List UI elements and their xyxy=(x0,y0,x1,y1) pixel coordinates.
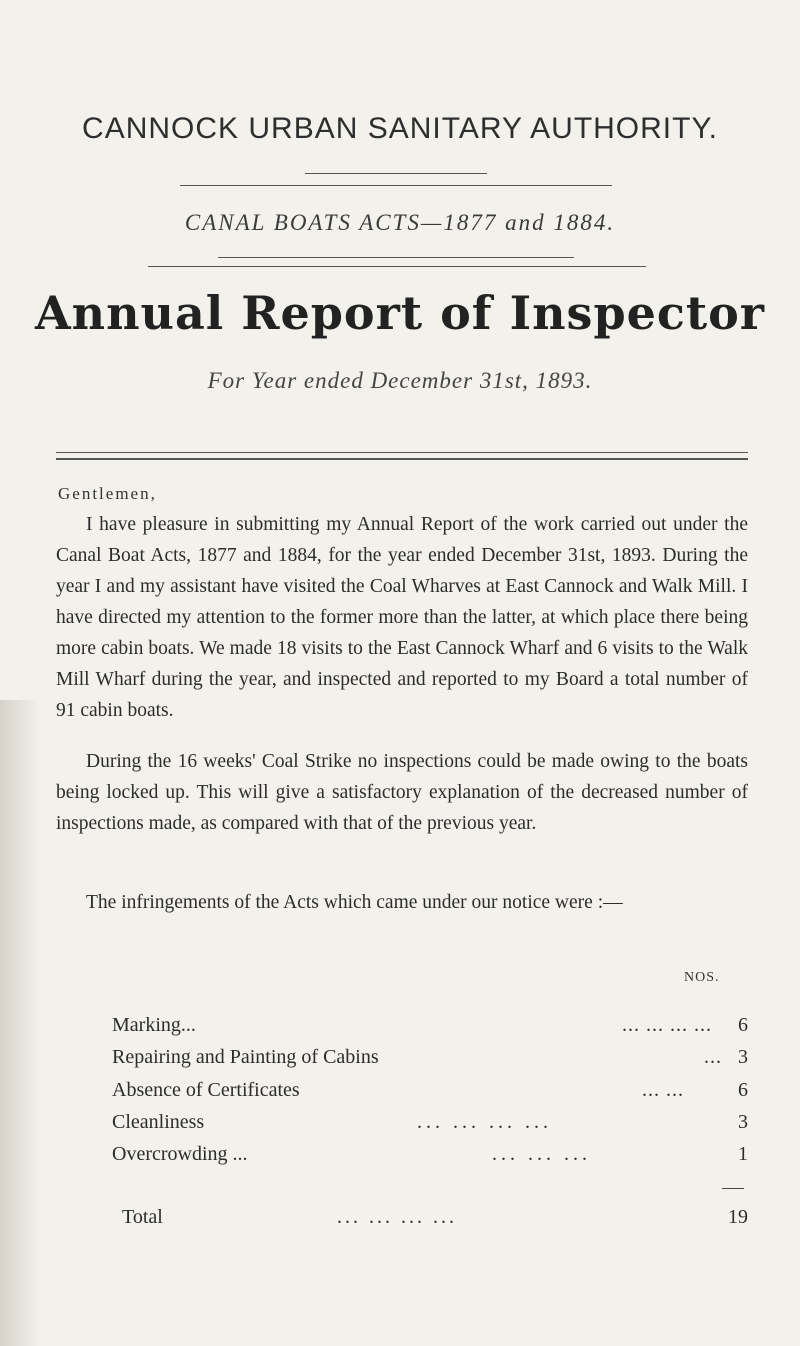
acts-subtitle: CANAL BOATS ACTS—1877 and 1884. xyxy=(184,210,616,235)
infringement-row xyxy=(112,1046,748,1076)
infringement-label: Cleanliness xyxy=(112,1111,205,1133)
infringement-count: 1 xyxy=(738,1143,748,1165)
infringement-label: Absence of Certificates xyxy=(112,1079,300,1101)
infringement-row xyxy=(112,1014,748,1044)
total-rule xyxy=(722,1188,744,1189)
divider-rule xyxy=(218,257,574,258)
divider-rule xyxy=(56,458,748,460)
infringement-row xyxy=(112,1143,748,1173)
infringement-label: Marking... xyxy=(112,1014,196,1036)
infringement-count: 3 xyxy=(738,1046,748,1068)
leader-dots: ... ... ... ... xyxy=(337,1206,457,1228)
infringement-count: 6 xyxy=(738,1079,748,1101)
authority-title: CANNOCK URBAN SANITARY AUTHORITY. xyxy=(82,112,718,145)
leader-dots: ... ... ... ... xyxy=(622,1014,712,1036)
report-title: Annual Report of Inspector xyxy=(34,286,766,340)
numbers-column-header: NOS. xyxy=(684,970,720,985)
page-edge-shadow xyxy=(0,700,40,1346)
infringement-row xyxy=(112,1111,748,1141)
leader-dots: ... ... ... xyxy=(492,1143,591,1165)
total-count: 19 xyxy=(728,1206,748,1228)
divider-rule xyxy=(180,185,612,186)
infringement-row xyxy=(112,1079,748,1109)
divider-rule xyxy=(148,266,646,267)
divider-rule xyxy=(56,452,748,453)
leader-dots: ... ... ... ... xyxy=(417,1111,552,1133)
leader-dots: ... ... xyxy=(642,1079,684,1101)
salutation: Gentlemen, xyxy=(58,484,157,503)
infringement-count: 6 xyxy=(738,1014,748,1036)
total-label: Total xyxy=(122,1206,163,1228)
infringement-count: 3 xyxy=(738,1111,748,1133)
divider-rule xyxy=(305,173,487,174)
infringement-label: Overcrowding ... xyxy=(112,1143,248,1165)
body-paragraph: I have pleasure in submitting my Annual Report of the work carried out under the Canal Boat Acts, 1877 and 1884, for the year ended December 31st, 1893. During the year I and my assistant have visited the Coal Wharves at East Cannock and Walk Mill. I have directed my attention to the former more than the latter, at which place there being more cabin boats. We made 18 visits to the East Cannock Wharf and 6 visits to the Walk Mill Wharf during the year, and inspected and reported to my Board a total number of 91 cabin boats. xyxy=(56,514,748,721)
total-row xyxy=(112,1206,748,1236)
infringement-label: Repairing and Painting of Cabins xyxy=(112,1046,379,1068)
body-paragraph: During the 16 weeks' Coal Strike no inspections could be made owing to the boats being locked up. This will give a satisfactory explanation of the decreased number of inspections made, as compared with that of the previous year. xyxy=(56,751,748,834)
leader-dots: ... xyxy=(704,1046,722,1068)
report-year-line: For Year ended December 31st, 1893. xyxy=(207,368,593,393)
body-paragraph: The infringements of the Acts which came under our notice were :— xyxy=(86,892,623,913)
